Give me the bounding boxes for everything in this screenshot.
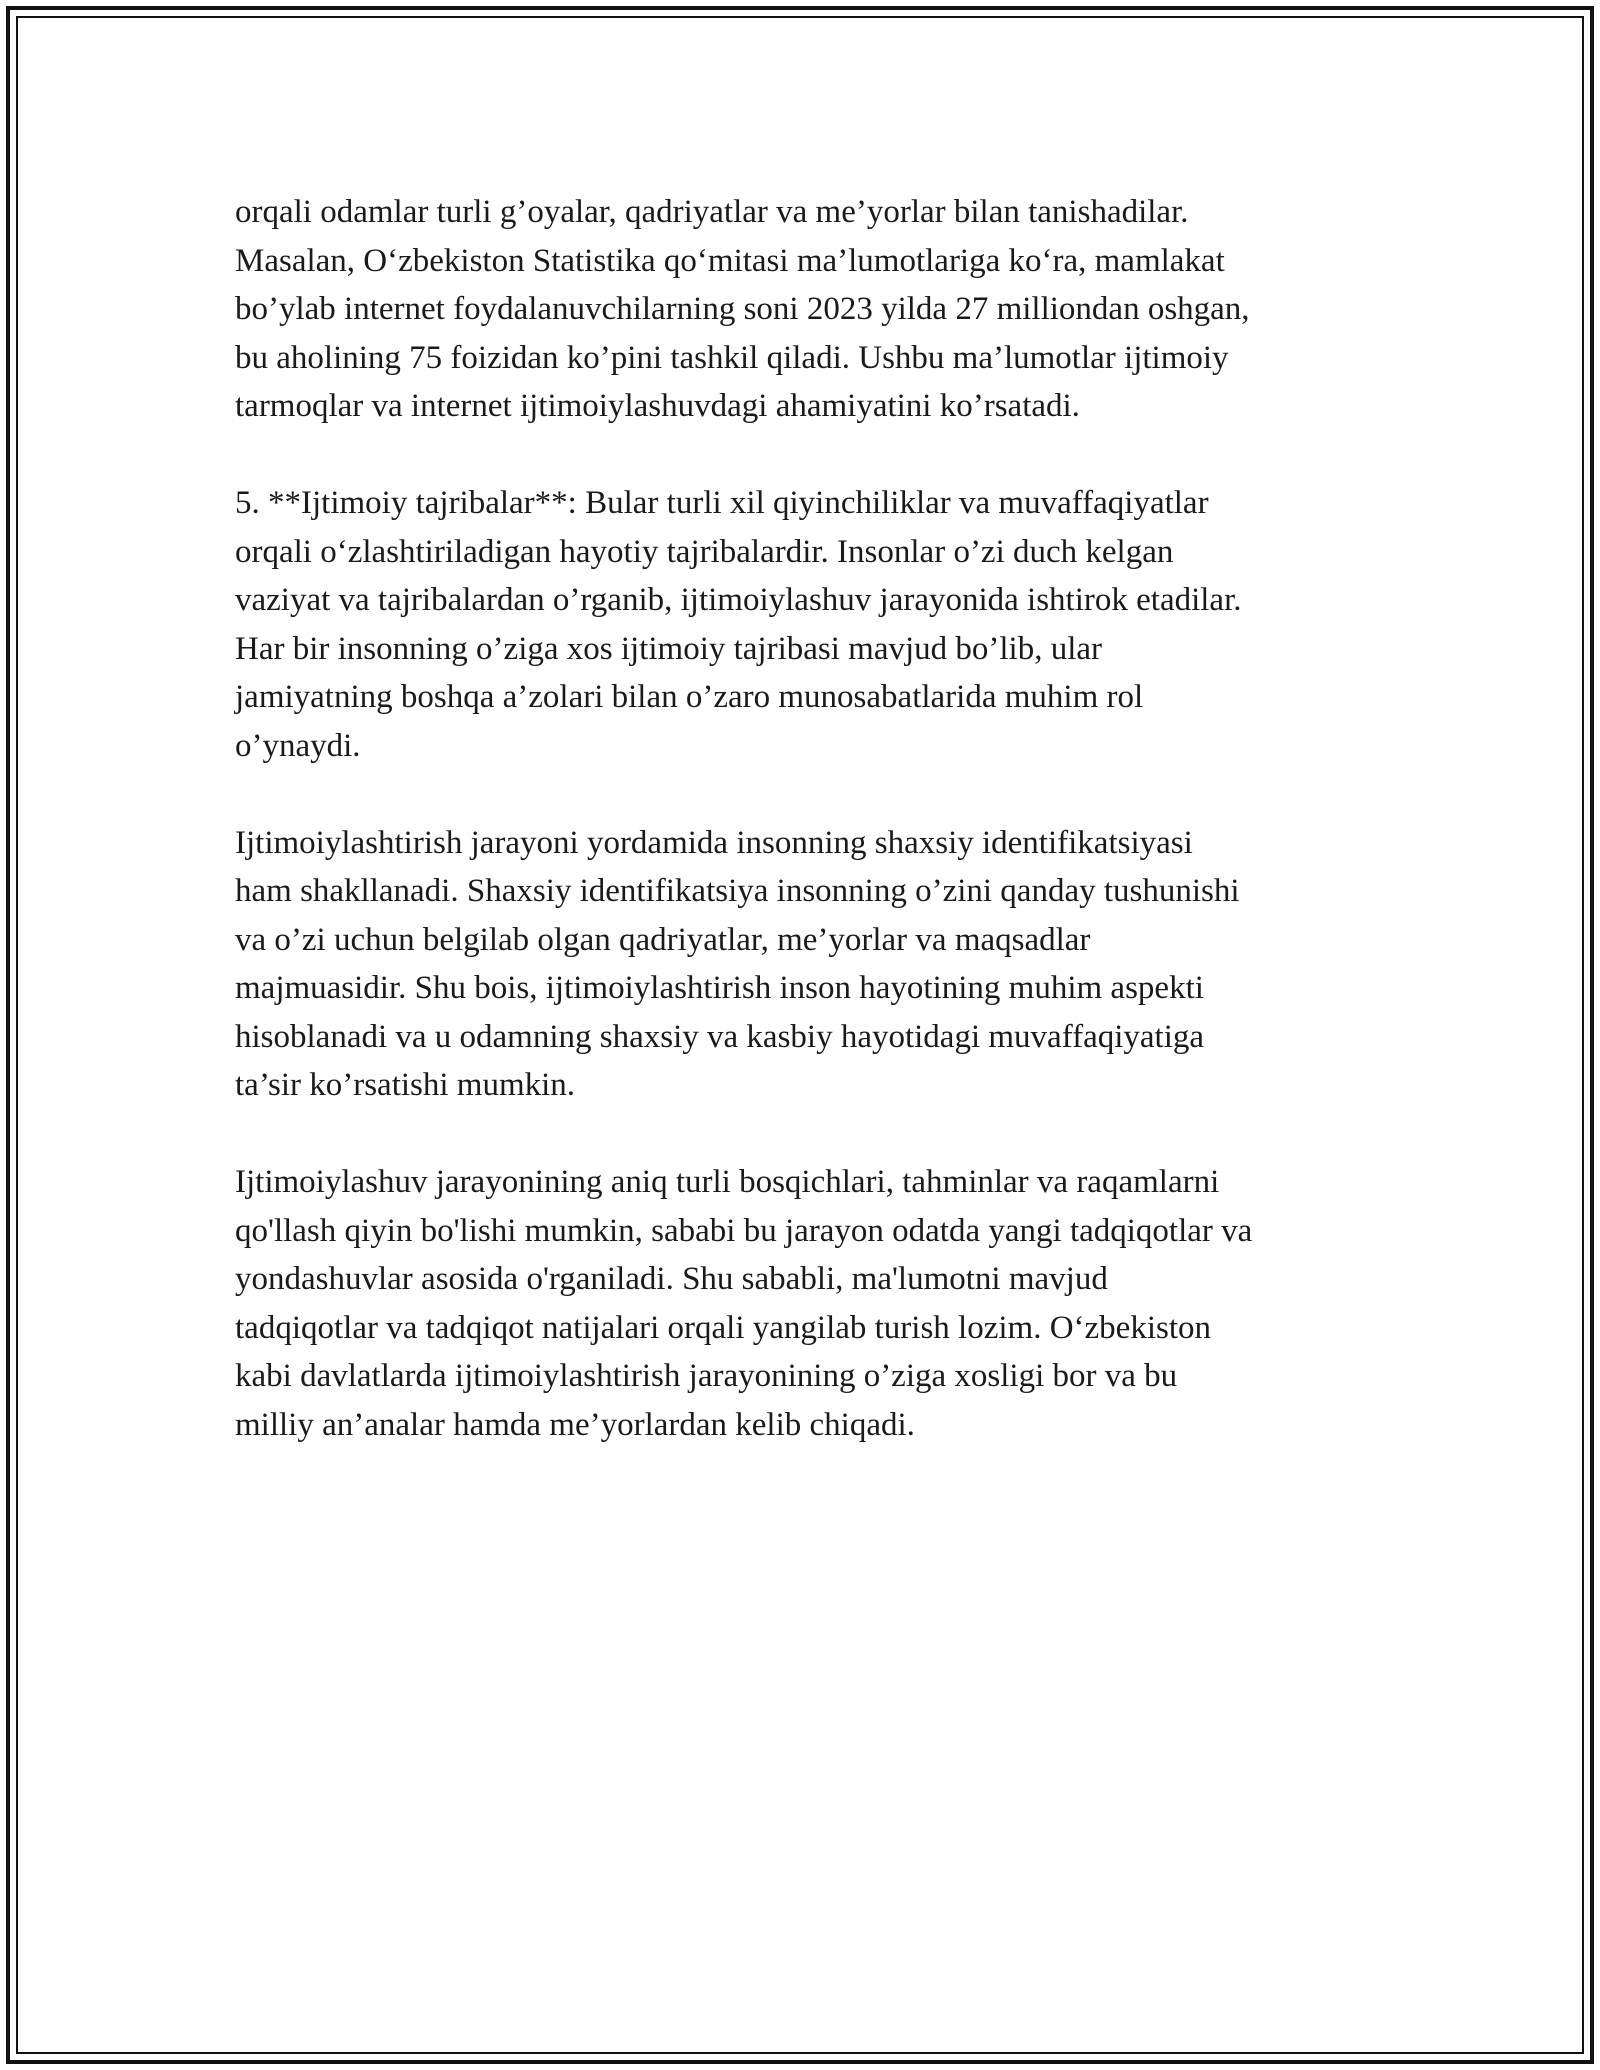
paragraph-socialization-stages <box>235 1158 1375 1449</box>
text-line: Masalan, O‘zbekiston Statistika qo‘mitasi ma’lumotlariga ko‘ra, mamlakat <box>235 242 1225 279</box>
text-line: orqali odamlar turli g’oyalar, qadriyatlar va me’yorlar bilan tanishadilar. <box>235 194 1189 230</box>
document-body <box>235 188 1375 1498</box>
text-line: 5. **Ijtimoiy tajribalar**: Bular turli xil qiyinchiliklar va muvaffaqiyatlar <box>235 485 1209 521</box>
text-line: qo'llash qiyin bo'lishi mumkin, sababi bu jarayon odatda yangi tadqiqotlar va <box>235 1212 1253 1249</box>
text-line: jamiyatning boshqa a’zolari bilan o’zaro munosabatlarida muhim rol <box>235 679 1144 715</box>
text-line: hisoblanadi va u odamning shaxsiy va kasbiy hayotidagi muvaffaqiyatiga <box>235 1018 1205 1055</box>
text-line: orqali o‘zlashtiriladigan hayotiy tajribalardir. Insonlar o’zi duch kelgan <box>235 533 1174 570</box>
text-line: Ijtimoiylashuv jarayonining aniq turli bosqichlari, tahminlar va raqamlarni <box>235 1164 1220 1200</box>
text-line: yondashuvlar asosida o'rganiladi. Shu sababli, ma'lumotni mavjud <box>235 1261 1108 1297</box>
paragraph-social-experiences <box>235 479 1375 770</box>
text-line: o’ynaydi. <box>235 727 361 764</box>
text-line: vaziyat va tajribalardan o’rganib, ijtimoiylashuv jarayonida ishtirok etadilar. <box>235 582 1242 618</box>
text-line: milliy an’analar hamda me’yorlardan kelib chiqadi. <box>235 1406 915 1443</box>
text-line: ta’sir ko’rsatishi mumkin. <box>235 1067 576 1103</box>
text-line: majmuasidir. Shu bois, ijtimoiylashtirish inson hayotining muhim aspekti <box>235 970 1204 1006</box>
text-line: ham shakllanadi. Shaxsiy identifikatsiya insonning o’zini qanday tushunishi <box>235 873 1240 909</box>
text-line: tadqiqotlar va tadqiqot natijalari orqali yangilab turish lozim. O‘zbekiston <box>235 1309 1211 1346</box>
paragraph-media-statistics <box>235 188 1375 431</box>
text-line: bo’ylab internet foydalanuvchilarning soni 2023 yilda 27 milliondan oshgan, <box>235 291 1250 327</box>
paragraph-personal-identification <box>235 819 1375 1110</box>
text-line: Ijtimoiylashtirish jarayoni yordamida insonning shaxsiy identifikatsiyasi <box>235 824 1193 861</box>
text-line: Har bir insonning o’ziga xos ijtimoiy tajribasi mavjud bo’lib, ular <box>235 630 1103 667</box>
text-line: kabi davlatlarda ijtimoiylashtirish jarayonining o’ziga xosligi bor va bu <box>235 1358 1178 1394</box>
text-line: va o’zi uchun belgilab olgan qadriyatlar, me’yorlar va maqsadlar <box>235 921 1091 958</box>
text-line: bu aholining 75 foizidan ko’pini tashkil qiladi. Ushbu ma’lumotlar ijtimoiy <box>235 339 1229 376</box>
text-line: tarmoqlar va internet ijtimoiylashuvdagi ahamiyatini ko’rsatadi. <box>235 388 1080 424</box>
